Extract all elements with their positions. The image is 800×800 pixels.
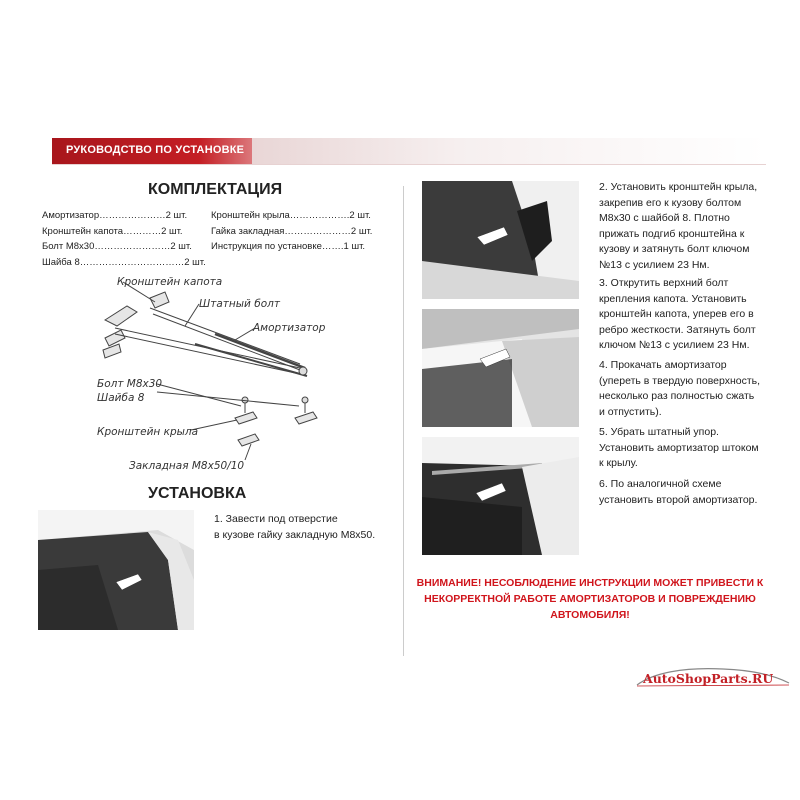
diagram-label: Кронштейн капота — [117, 276, 223, 288]
logo-text: AutoShopParts.RU — [643, 671, 774, 686]
header-title: РУКОВОДСТВО ПО УСТАНОВКЕ — [66, 144, 245, 156]
step3-text — [599, 276, 756, 354]
diagram-label: Болт М8х30 — [97, 378, 163, 390]
step2-photo-drawing — [422, 181, 579, 299]
kit-item: Кронштейн крыла……………….2 шт. — [211, 210, 371, 221]
diagram-label: Шайба 8 — [97, 392, 145, 404]
step4-text — [599, 358, 760, 420]
kit-item: Болт М8х30……………………2 шт. — [42, 241, 192, 252]
step-line: 6. По аналогичной схеме — [599, 478, 722, 490]
kit-item: Амортизатор…………………2 шт. — [42, 210, 188, 221]
step2-text — [599, 180, 757, 273]
step5-text — [599, 425, 759, 472]
step-line: ребро жесткости. Затянуть болт — [599, 323, 756, 336]
step-line: М8х30 с шайбой 8. Плотно — [599, 212, 730, 224]
step-line: установить второй амортизатор. — [599, 493, 758, 506]
step-line: 4. Прокачать амортизатор — [599, 359, 727, 371]
header-underline — [52, 164, 766, 165]
column-divider — [403, 186, 404, 656]
step5-photo — [422, 437, 579, 555]
step1-photo — [38, 510, 194, 630]
step2-photo — [422, 181, 579, 299]
diagram-label: Закладная М8х50/10 — [129, 460, 245, 472]
step-line: кузову и затянуть болт ключом — [599, 243, 750, 255]
step-line: к крылу. — [599, 457, 638, 469]
step1-text — [214, 512, 375, 543]
step-line: прижать подгиб кронштейна к — [599, 227, 745, 240]
step3-photo-drawing — [422, 309, 579, 427]
warning-text — [414, 575, 766, 623]
step-line: закрепив его к кузову болтом — [599, 196, 742, 209]
step-line: крепления капота. Установить — [599, 292, 747, 305]
step1-photo-drawing — [38, 510, 194, 630]
header-bar — [52, 138, 766, 164]
step-line: 1. Завести под отверстие — [214, 513, 338, 525]
parts-diagram — [95, 268, 365, 483]
step5-photo-drawing — [422, 437, 579, 555]
warning-line: НЕКОРРЕКТНОЙ РАБОТЕ АМОРТИЗАТОРОВ И ПОВРЕЖДЕНИЮ — [424, 593, 756, 605]
header-fade-band — [252, 138, 766, 164]
kit-title: КОМПЛЕКТАЦИЯ — [148, 181, 283, 198]
kit-item: Кронштейн капота…………2 шт. — [42, 225, 183, 237]
diagram-label: Штатный болт — [199, 298, 280, 310]
kit-item: Гайка закладная…………………2 шт. — [211, 225, 373, 237]
step-line: и отпустить). — [599, 405, 662, 418]
kit-item: Инструкция по установке…….1 шт. — [211, 241, 366, 252]
kit-right-list — [211, 208, 372, 255]
step3-photo — [422, 309, 579, 427]
step-line: 5. Убрать штатный упор. — [599, 426, 719, 438]
kit-left-list — [42, 208, 206, 270]
kit-item: Шайба 8……………………………2 шт. — [42, 256, 206, 268]
step-line: (упереть в твердую поверхность, — [599, 374, 761, 387]
step-line: 2. Установить кронштейн крыла, — [599, 181, 758, 193]
install-title: УСТАНОВКА — [148, 485, 247, 502]
warning-line: АВТОМОБИЛЯ! — [550, 609, 630, 621]
diagram-label: Кронштейн крыла — [97, 426, 199, 438]
step-line: несколько раз полностью сжать — [599, 390, 755, 402]
step6-text — [599, 477, 757, 508]
warning-line: ВНИМАНИЕ! НЕСОБЛЮДЕНИЕ ИНСТРУКЦИИ МОЖЕТ ПРИВЕСТИ К — [416, 577, 764, 589]
step-line: ключом №13 с усилием 23 Нм. — [599, 339, 750, 351]
step-line: кронштейн капота, уперев его в — [599, 308, 754, 320]
diagram-label: Амортизатор — [253, 322, 326, 334]
step-line: в кузове гайку закладную М8х50. — [214, 528, 376, 541]
step-line: 3. Открутить верхний болт — [599, 277, 729, 289]
step-line: №13 с усилием 23 Нм. — [599, 258, 710, 271]
site-logo — [633, 663, 793, 693]
step-line: Установить амортизатор штоком — [599, 441, 759, 454]
